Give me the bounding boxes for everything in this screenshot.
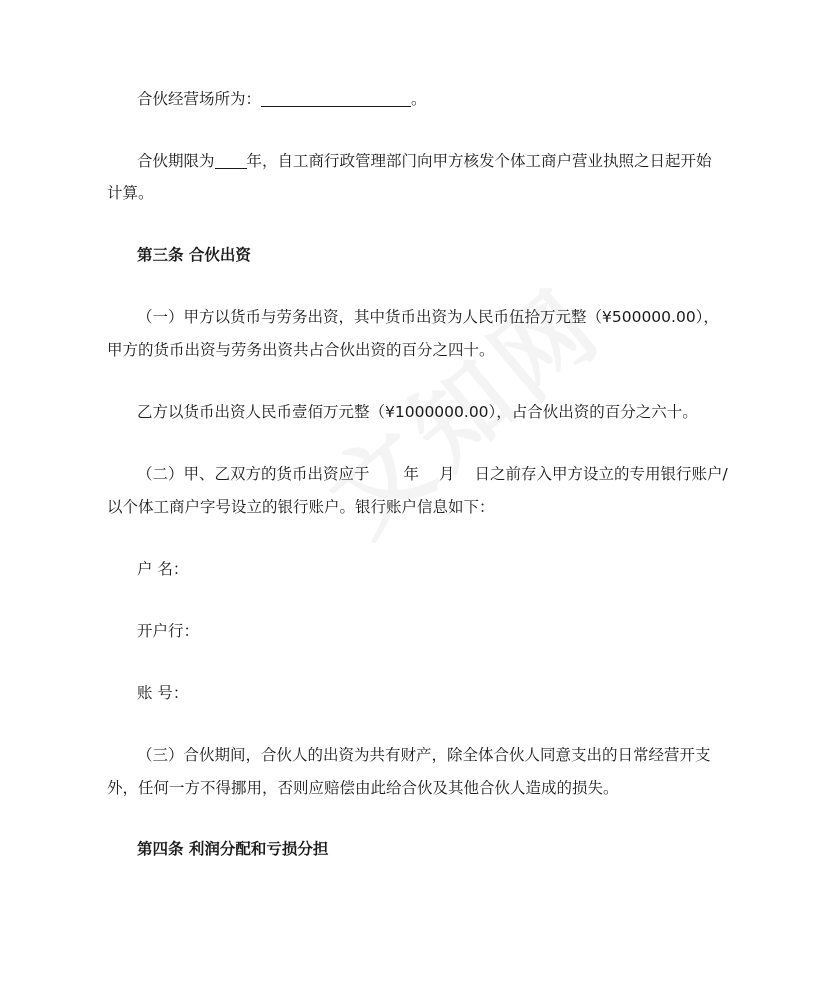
term-continued: 计算。 — [107, 184, 154, 202]
term-line — [137, 144, 757, 178]
contribution-1-line-a: （一）甲方以货币与劳务出资，其中货币出资为人民币伍拾万元整（¥500000.00）， — [137, 308, 719, 326]
term-blank — [215, 150, 247, 169]
contribution-2-month: 月 — [439, 465, 455, 483]
account-number-field: 账 号： — [137, 684, 189, 702]
term-label: 合伙期限为 — [137, 152, 215, 170]
article-3-heading: 第三条 合伙出资 — [137, 246, 251, 264]
business-place-line — [137, 82, 757, 116]
business-place-label: 合伙经营场所为： — [137, 90, 262, 108]
contribution-3-line-a: （三）合伙期间，合伙人的出资为共有财产，除全体合伙人同意支出的日常经营开支 — [137, 746, 711, 764]
contribution-1-line-c: 乙方以货币出资人民币壹佰万元整（¥1000000.00），占合伙出资的百分之六十。 — [137, 403, 698, 421]
contribution-2-line-b: 以个体工商户字号设立的银行账户。银行账户信息如下： — [107, 498, 495, 516]
bank-field: 开户行： — [137, 622, 200, 640]
account-name-field: 户 名： — [137, 560, 189, 578]
contribution-2-prefix: （二）甲、乙双方的货币出资应于 — [137, 465, 370, 483]
contribution-1-line-b: 甲方的货币出资与劳务出资共占合伙出资的百分之四十。 — [107, 341, 495, 359]
contribution-2-rest: 日之前存入甲方设立的专用银行账户/ — [474, 465, 728, 483]
business-place-blank — [261, 88, 411, 107]
contribution-2-line-a — [137, 457, 757, 491]
contribution-3-line-b: 外，任何一方不得挪用，否则应赔偿由此给合伙及其他合伙人造成的损失。 — [107, 779, 619, 797]
article-4-heading: 第四条 利润分配和亏损分担 — [137, 840, 329, 858]
term-text: 年，自工商行政管理部门向甲方核发个体工商户营业执照之日起开始 — [246, 152, 712, 170]
contribution-2-year: 年 — [403, 465, 420, 483]
business-place-suffix: 。 — [411, 90, 427, 108]
